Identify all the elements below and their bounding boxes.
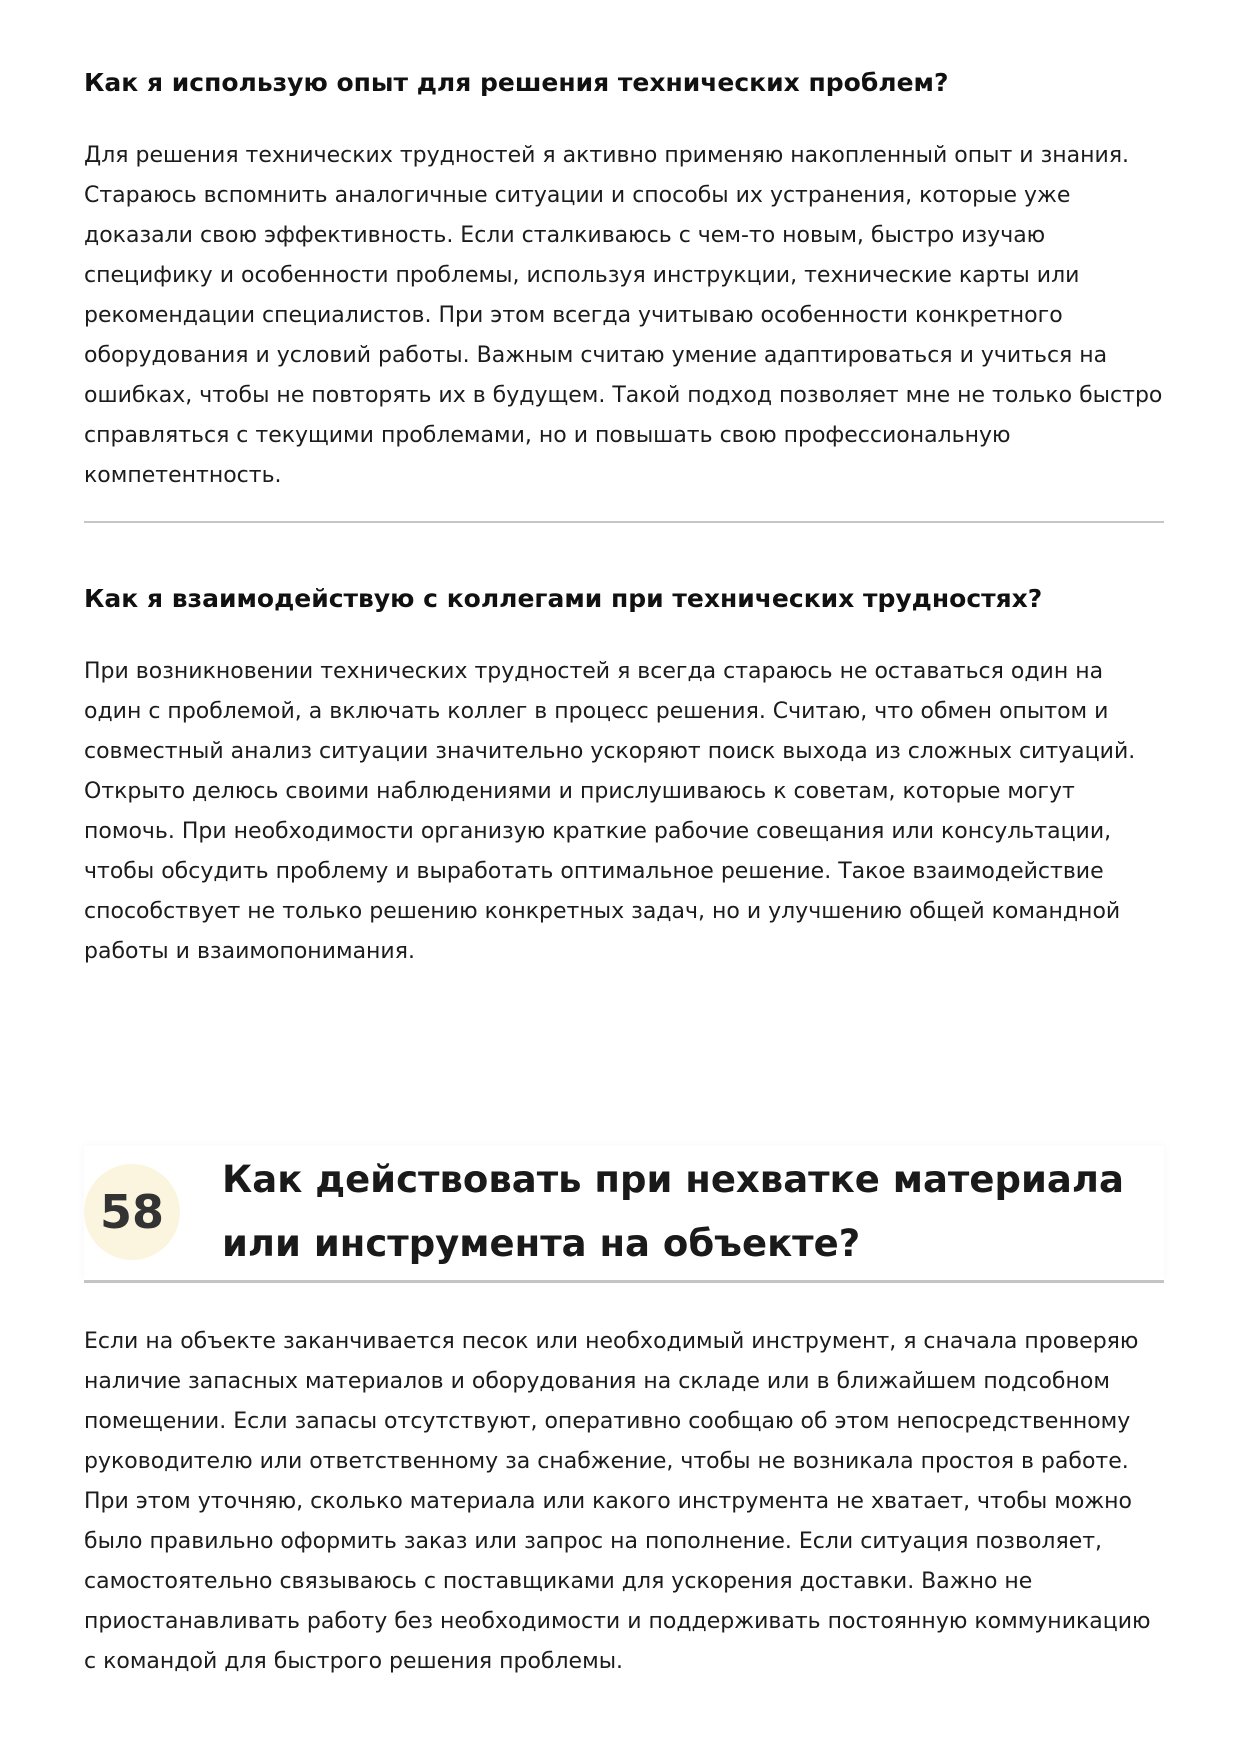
section-paragraph-experience: Для решения технических трудностей я активно применяю накопленный опыт и знания. Стараюсь вспомнить аналогичные ситуации и способы их устранения, которые уже доказали свою эффективность. Если сталкиваюсь с чем-то новым, быстро изучаю специфику и особенности проблемы, используя инструкции, технические карты или рекомендации специалистов. При этом всегда учитываю особенности конкретного оборудования и условий работы. Важным считаю умение адаптироваться и учиться на ошибках, чтобы не повторять их в будущем. Такой подход позволяет мне не только быстро справляться с текущими проблемами, но и повышать свою профессиональную компетентность. [84, 143, 1163, 488]
section-paragraph-colleagues: При возникновении технических трудностей я всегда стараюсь не оставаться один на один с проблемой, а включать коллег в процесс решения. Считаю, что обмен опытом и совместный анализ ситуации значительно ускоряют поиск выхода из сложных ситуаций. Открыто делюсь своими наблюдениями и прислушиваюсь к советам, которые могут помочь. При необходимости организую краткие рабочие совещания или консультации, чтобы обсудить проблему и выработать оптимальное решение. Такое взаимодействие способствует не только решению конкретных задач, но и улучшению общей командной работы и взаимопонимания. [84, 659, 1136, 964]
section-heading-colleagues: Как я взаимодействую с коллегами при технических трудностях? [84, 584, 1043, 613]
chapter-number-badge: 58 [84, 1164, 180, 1260]
chapter-paragraph: Если на объекте заканчивается песок или необходимый инструмент, я сначала проверяю наличие запасных материалов и оборудования на складе или в ближайшем подсобном помещении. Если запасы отсутствуют, оперативно сообщаю об этом непосредственному руководителю или ответственному за снабжение, чтобы не возникала простоя в работе. При этом уточняю, сколько материала или какого инструмента не хватает, чтобы можно было правильно оформить заказ или запрос на пополнение. Если ситуация позволяет, самостоятельно связываюсь с поставщиками для ускорения доставки. Важно не приостанавливать работу без необходимости и поддерживать постоянную коммуникацию с командой для быстрого решения проблемы. [84, 1329, 1151, 1674]
chapter-divider [84, 1280, 1164, 1283]
section-divider [84, 521, 1164, 523]
section-heading-experience: Как я использую опыт для решения технических проблем? [84, 68, 949, 97]
chapter-title: Как действовать при нехватке материала или инструмента на объекте? [222, 1158, 1124, 1265]
